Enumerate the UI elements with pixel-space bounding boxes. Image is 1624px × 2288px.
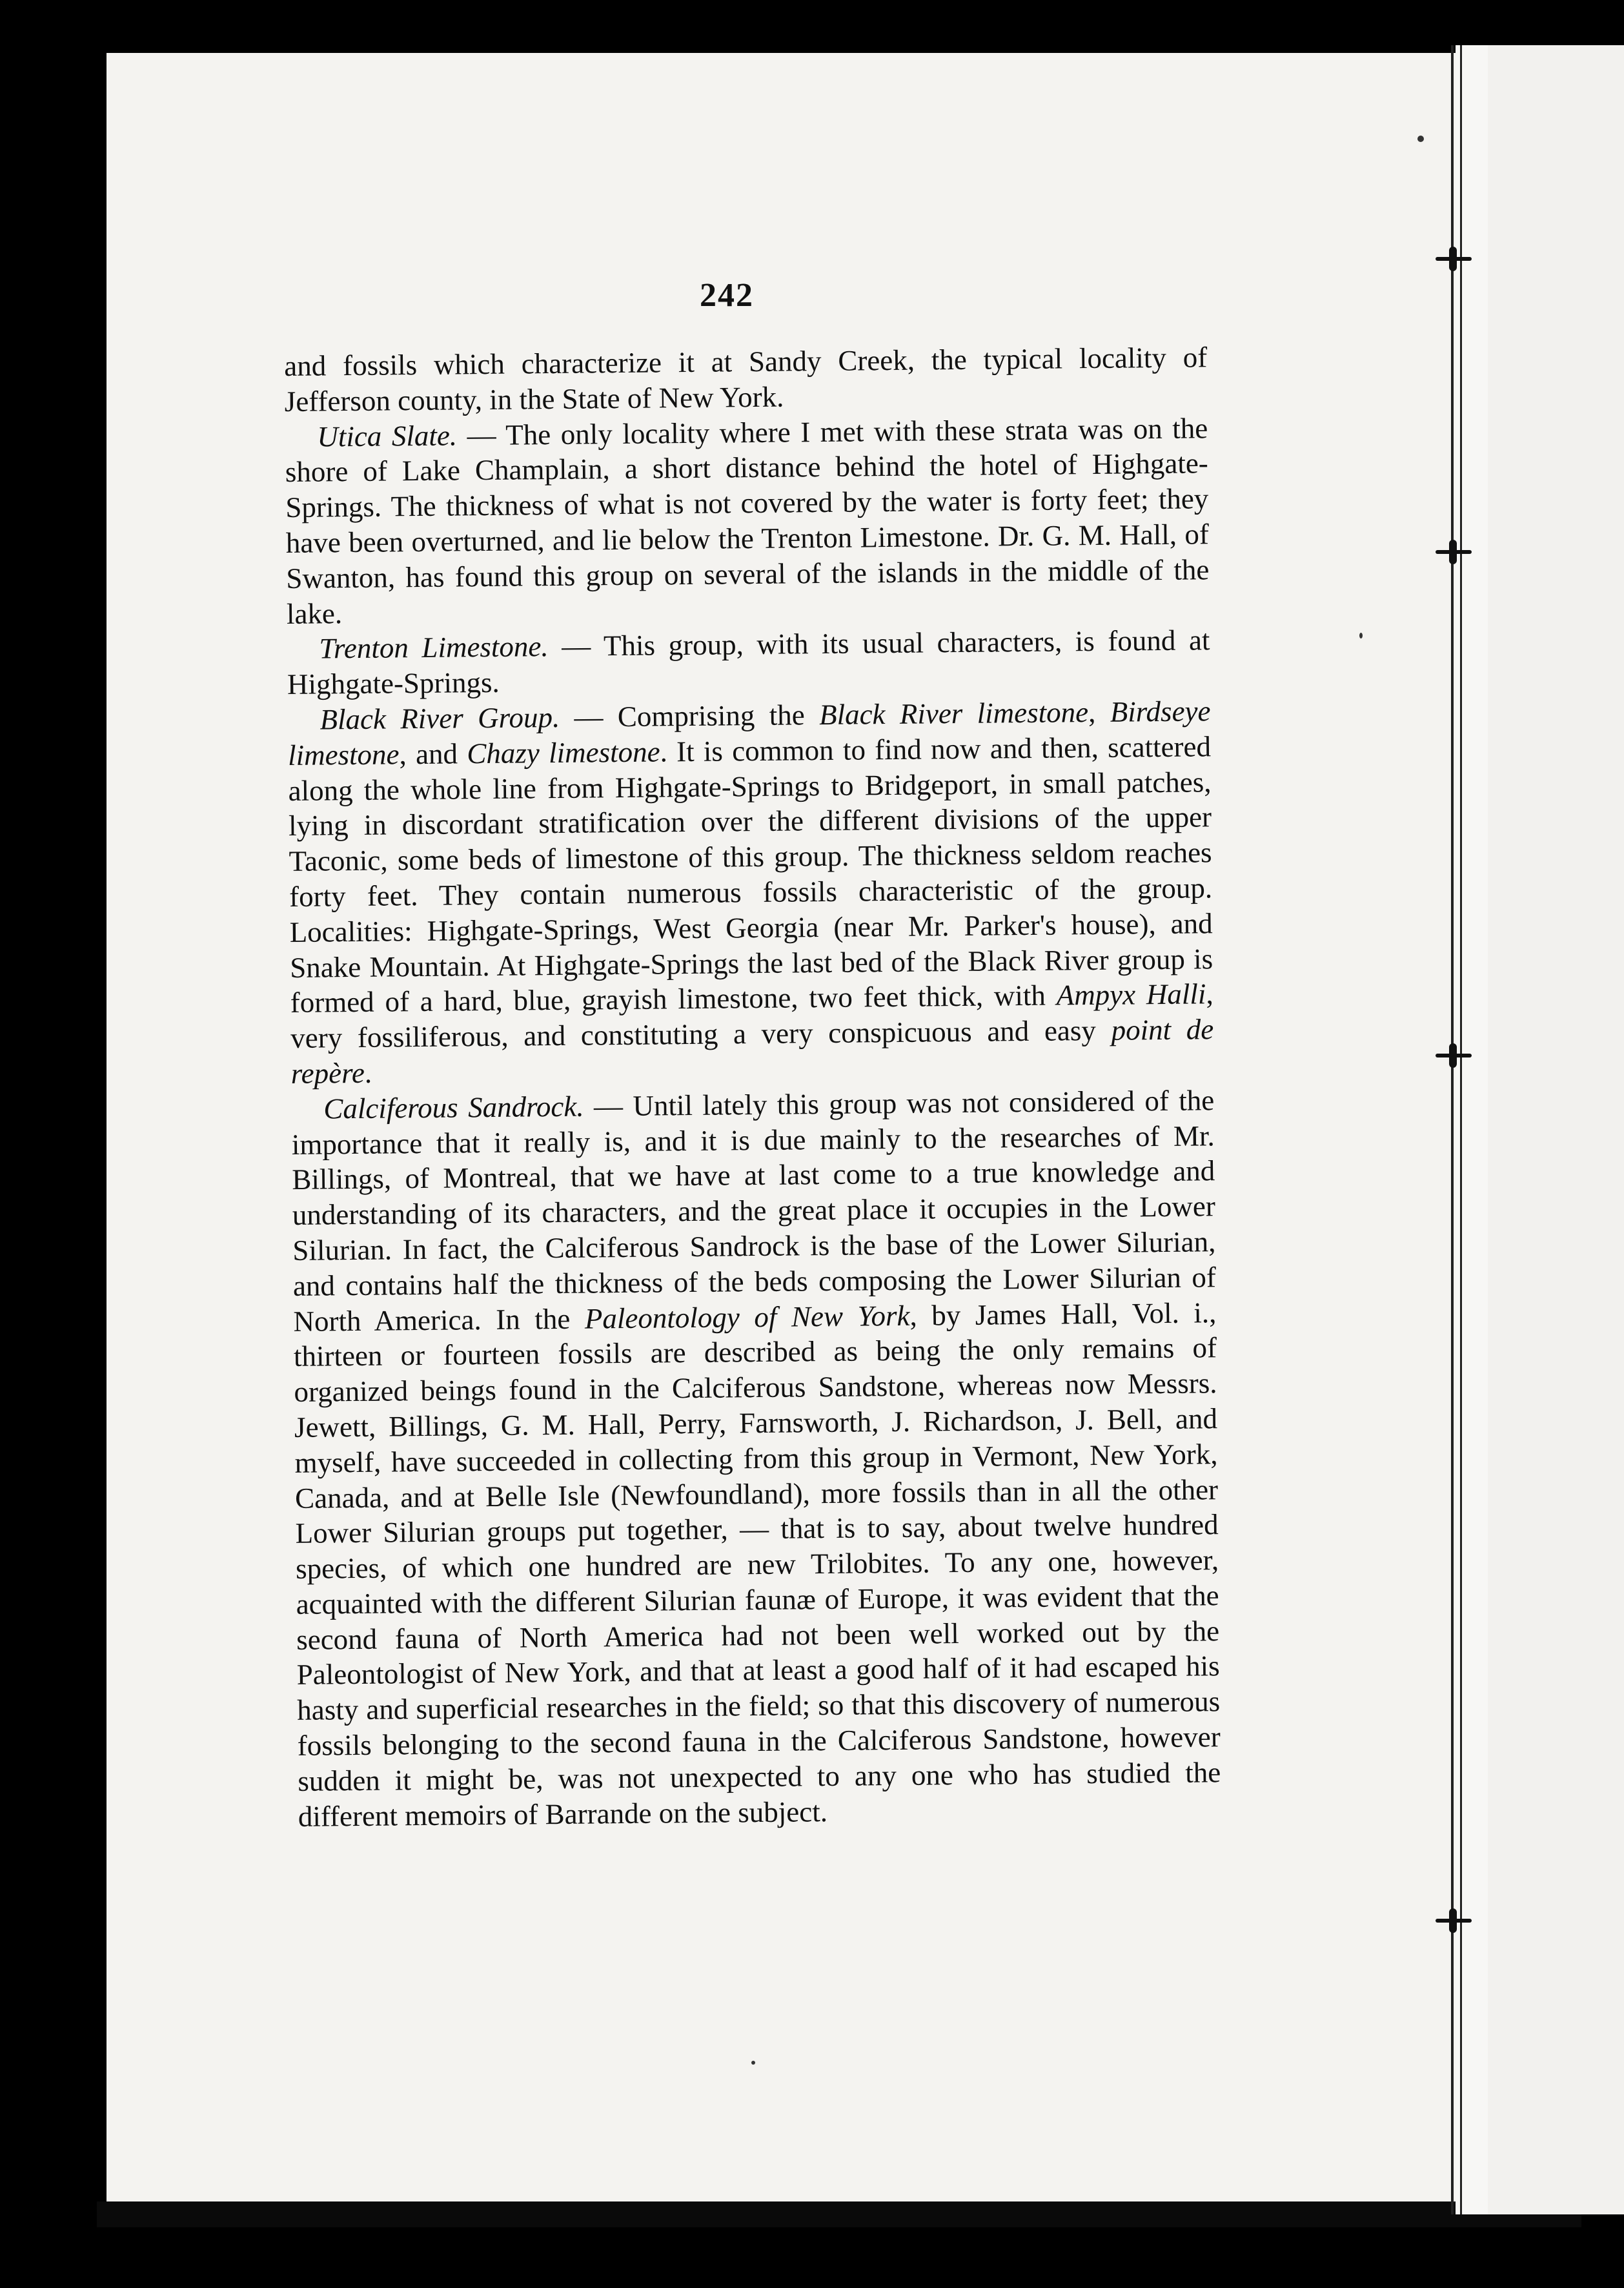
- paragraph-intro: [284, 340, 1208, 419]
- italic-term: Paleontology of New York: [584, 1299, 910, 1335]
- italic-term: Chazy limestone: [467, 735, 660, 770]
- paragraph-body: This group, with its usual characters, is found at Highgate-Springs.: [287, 624, 1210, 701]
- page-number: 242: [700, 277, 754, 314]
- binding-tick-mark: [1436, 1919, 1472, 1923]
- section-heading: Calciferous Sandrock.: [323, 1090, 584, 1125]
- em-dash: —: [559, 700, 618, 733]
- italic-term: Black River limestone: [818, 696, 1089, 731]
- binding-tick-mark: [1436, 1054, 1472, 1057]
- binding-tick-mark: [1436, 257, 1472, 261]
- paragraph-body: Until lately this group was not considered of the importance that it really is, and it is due mainly to the researches of Mr. Billings, of Montreal, that we have at last come to a true knowledge and understanding of its characters, and the great place it occupies in the Lower Silurian. In fact, the Calciferous Sandrock is the base of the Lower Silurian, and contains half the thickness of the beds composing the Lower Silurian of North America. In the: [291, 1083, 1217, 1338]
- paragraph-trenton-limestone: [287, 623, 1210, 702]
- paragraph-body: . It is common to find now and then, scattered along the whole line from Highgate-Springs to Bridgeport, in small patches, lying in discordant stratification over the different divisions of the upper Taconic, some beds of limestone of this group. The thickness seldom reaches forty feet. They contain numerous fossils characteristic of the group. Localities: Highgate-Springs, West Georgia (near Mr. Parker's house), and Snake Mountain. At Highgate-Springs the last bed of the Black River group is formed of a hard, blue, grayish limestone, two feet thick, with: [288, 730, 1213, 1019]
- paragraph-utica-slate: [285, 411, 1210, 631]
- paragraph-black-river-group: [287, 693, 1214, 1091]
- italic-term: Ampyx Halli: [1056, 977, 1206, 1012]
- adjacent-page: [1488, 45, 1624, 2214]
- binding-line-right: [1460, 45, 1462, 2214]
- paragraph-body: The only locality where I met with these strata was on the shore of Lake Champlain, a short distance behind the hotel of Highgate-Springs. The thickness of what is not covered by the water is forty feet; they have been overturned, and lie below the Trenton Limestone. Dr. G. M. Hall, of Swanton, has found this group on several of the islands in the middle of the lake.: [285, 411, 1210, 630]
- em-dash: —: [584, 1089, 633, 1123]
- dust-speck: [751, 2061, 755, 2065]
- paragraph-body: , very fossiliferous, and constituting a very conspicuous and easy: [290, 977, 1213, 1055]
- paragraph-calciferous-sandrock: [291, 1083, 1221, 1834]
- italic-term: point de repère: [290, 1013, 1214, 1090]
- body-text: [284, 340, 1221, 1834]
- em-dash: —: [456, 418, 506, 452]
- paragraph-body: Comprising the: [617, 699, 820, 733]
- binding-tick-mark: [1436, 550, 1472, 554]
- section-heading: Black River Group.: [320, 700, 560, 736]
- paragraph-body: , and: [399, 737, 467, 771]
- italic-term: Birdseye limestone: [287, 695, 1211, 771]
- paragraph-body: ,: [1088, 695, 1110, 729]
- dust-speck: [1417, 136, 1424, 142]
- dust-speck: [1359, 633, 1363, 638]
- page-bottom-shadow: [97, 2201, 1581, 2227]
- em-dash: —: [548, 629, 604, 663]
- paragraph-body: , by James Hall, Vol. i., thirteen or fourteen fossils are described as being the only remains of organized beings found in the Calciferous Sandstone, whereas now Messrs. Jewett, Billings, G. M. Hall, Perry, Farnsworth, J. Richardson, J. Bell, and myself, have succeeded in collecting from this group in Vermont, New York, Canada, and at Belle Isle (Newfoundland), more fossils than in all the other Lower Silurian groups put together, — that is to say, about twelve hundred species, of which one hundred are new Trilobites. To any one, however, acquainted with the different Silurian faunæ of Europe, it was evident that the second fauna of North America had not been well worked out by the Paleontologist of New York, and that at least a good half of it had escaped his hasty and superficial researches in the field; so that this discovery of numerous fossils belonging to the second fauna in the Calciferous Sandstone, however sudden it might be, was not unexpected to any one who has studied the different memoirs of Barrande on the subject.: [293, 1296, 1221, 1833]
- paragraph-body: .: [364, 1056, 372, 1089]
- binding-line-left: [1451, 45, 1454, 2214]
- section-heading: Trenton Limestone.: [319, 630, 549, 665]
- paragraph-body: and fossils which characterize it at Sandy Creek, the typical locality of Jefferson county, in the State of New York.: [284, 341, 1208, 418]
- section-heading: Utica Slate.: [317, 419, 458, 453]
